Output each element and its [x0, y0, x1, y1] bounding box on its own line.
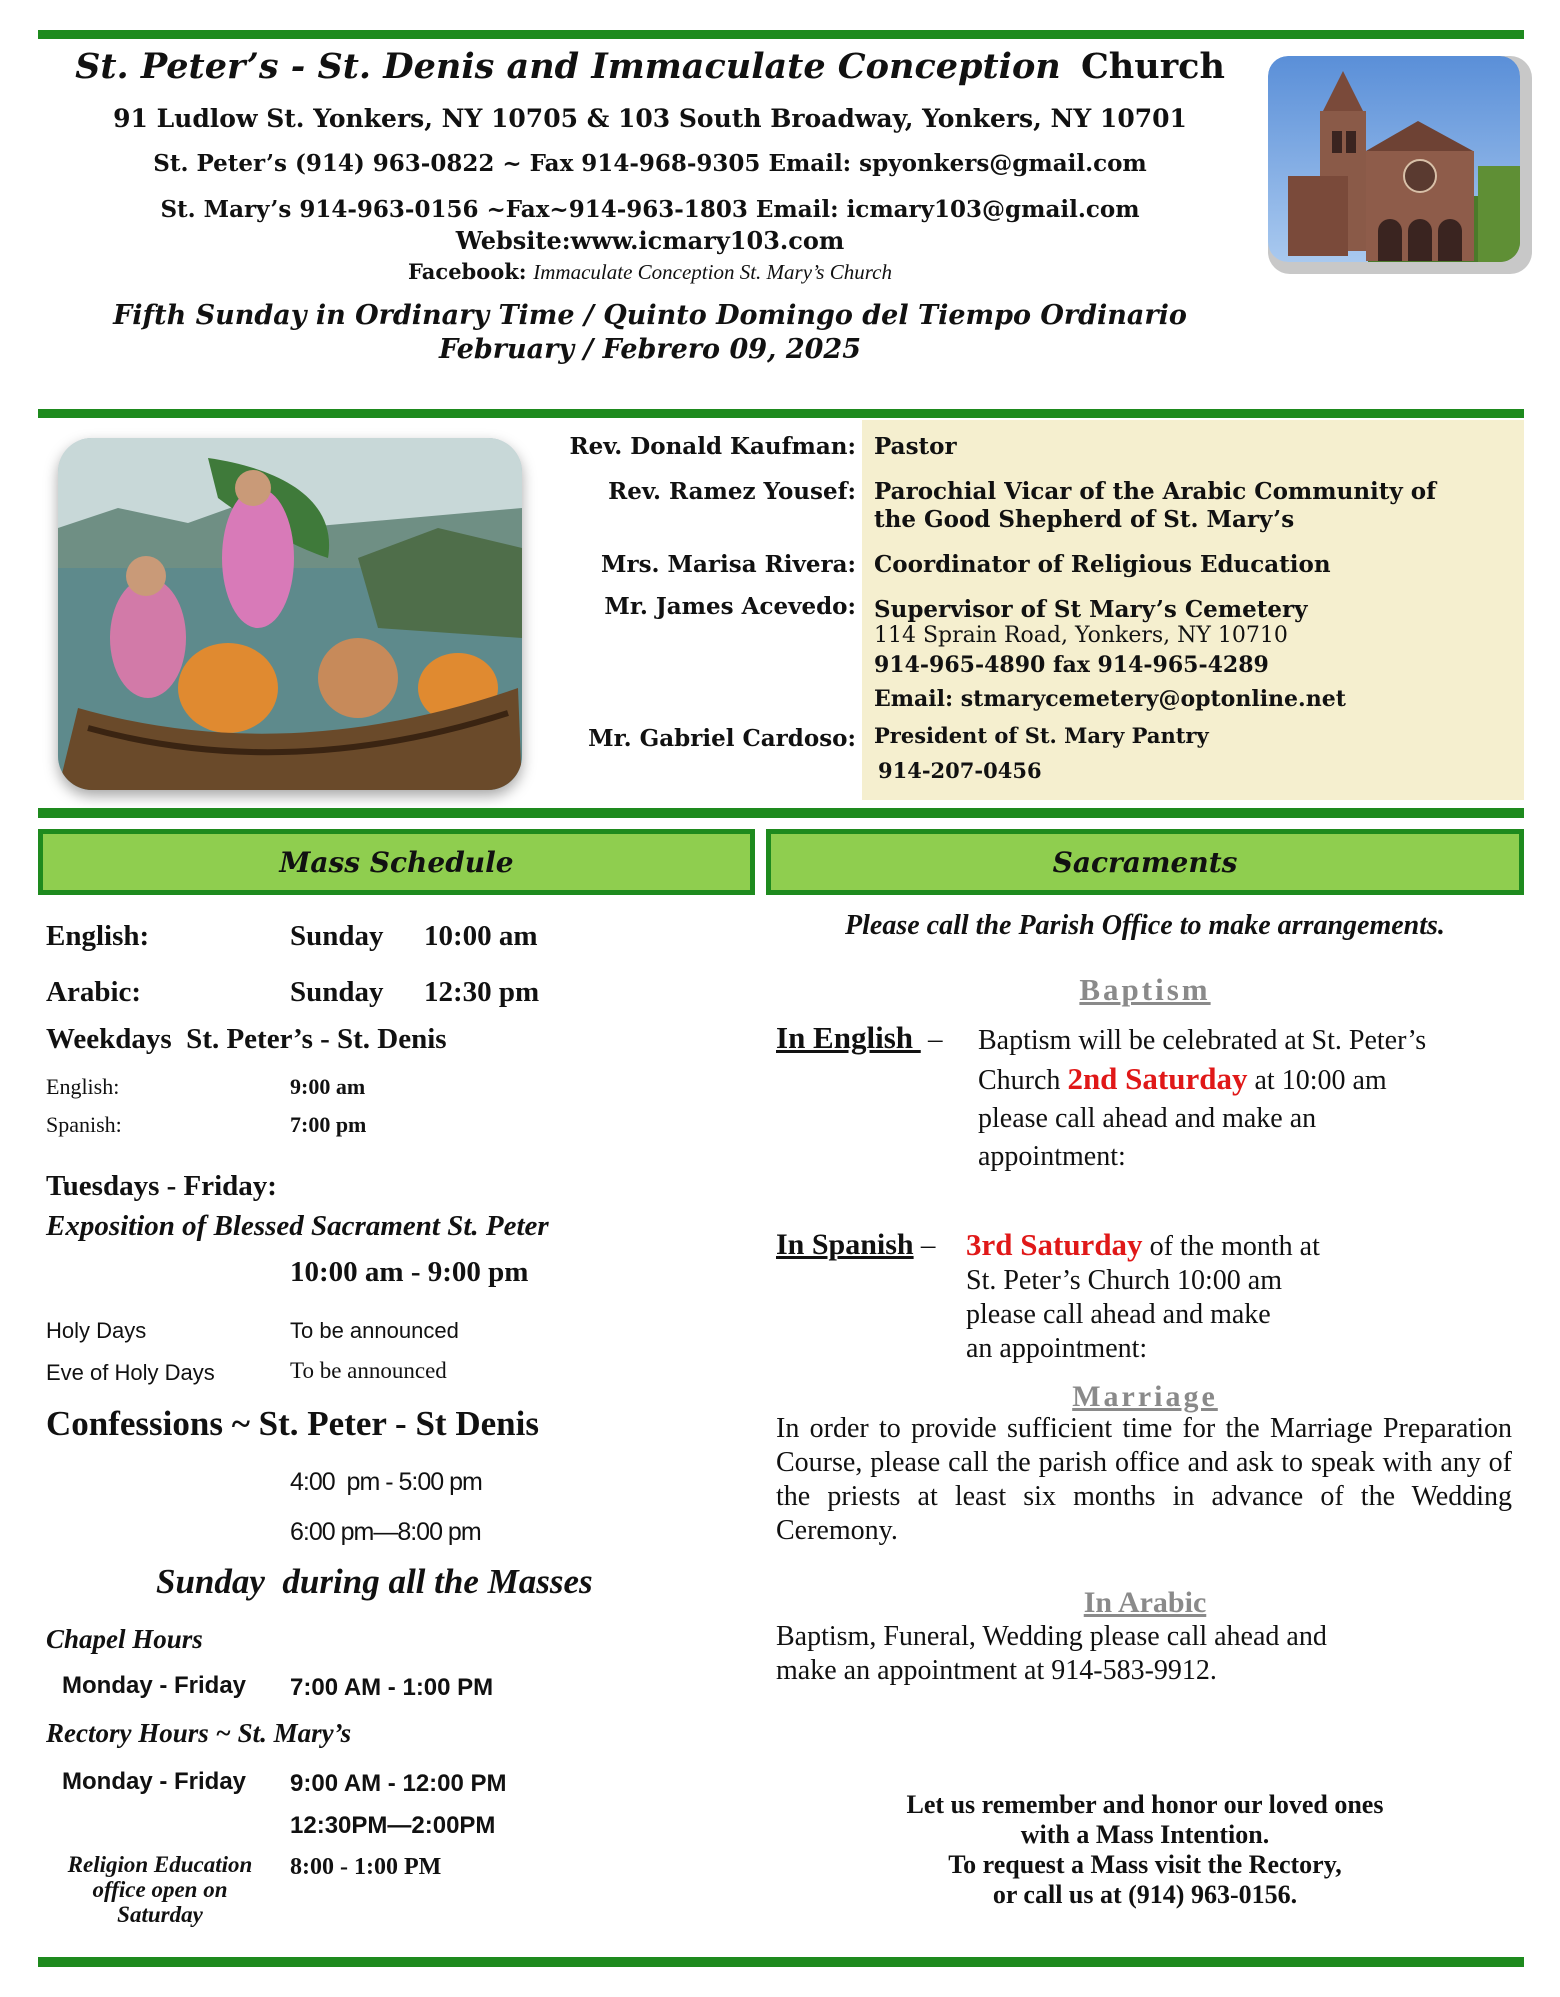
marriage-heading: Marriage — [1072, 1380, 1218, 1413]
bottom-rule — [38, 1957, 1524, 1967]
holy-days-value: To be announced — [290, 1318, 459, 1343]
english-time: 10:00 am — [424, 920, 538, 952]
sacraments-intro: Please call the Parish Office to make arrangements. — [845, 910, 1445, 941]
confessions-heading: Confessions ~ St. Peter - St Denis — [46, 1404, 539, 1443]
section-rule-1 — [38, 409, 1524, 418]
in-english-row — [776, 1020, 943, 1056]
exposition-line: Exposition of Blessed Sacrament St. Peter — [46, 1210, 549, 1242]
baptism-es-line-2: St. Peter’s Church 10:00 am — [966, 1265, 1283, 1296]
baptism-english-text — [978, 1022, 1426, 1176]
exposition-time: 10:00 am - 9:00 pm — [290, 1256, 529, 1288]
staff-cemetery-address: 114 Sprain Road, Yonkers, NY 10710 — [874, 623, 1288, 648]
baptism-spanish-text — [966, 1228, 1320, 1366]
staff-name-coordinator: Mrs. Marisa Rivera: — [601, 551, 856, 578]
sacraments-title: Sacraments — [1052, 845, 1238, 879]
staff-pantry-phone: 914-207-0456 — [878, 758, 1042, 783]
baptism-en-line-1: Baptism will be celebrated at St. Peter’s — [978, 1025, 1427, 1056]
confession-time-2: 6:00 pm—8:00 pm — [290, 1518, 481, 1546]
chapel-time: 7:00 AM - 1:00 PM — [290, 1674, 494, 1701]
mass-intention-line-1: Let us remember and honor our loved ones — [906, 1790, 1384, 1819]
church-photo — [1268, 56, 1532, 274]
sunday-masses-line: Sunday during all the Masses — [156, 1562, 593, 1601]
marriage-text: In order to provide sufficient time for the Marriage Preparation Course, please call the parish office and ask to speak with any of the priests at least six months in advance of the Wedding Ceremony. — [776, 1413, 1512, 1546]
religion-ed-label — [40, 1852, 280, 1927]
arabic-day: Sunday — [290, 976, 384, 1008]
eve-holy-days-value: To be announced — [290, 1358, 447, 1383]
english-label: English: — [46, 920, 150, 952]
church-title-church: Church — [1080, 46, 1225, 87]
mass-intention-note — [766, 1790, 1524, 1910]
staff-name-cemetery: Mr. James Acevedo: — [604, 593, 856, 620]
baptism-es-line-1 — [966, 1228, 1320, 1264]
staff-role-vicar: Parochial Vicar of the Arabic Community of — [874, 478, 1437, 505]
facebook-line — [60, 259, 1240, 285]
baptism-en-saturday: 2nd Saturday — [1067, 1061, 1248, 1096]
confession-time-1: 4:00 pm - 5:00 pm — [290, 1468, 482, 1496]
in-english-label: In English — [776, 1020, 921, 1055]
english-day: Sunday — [290, 920, 384, 952]
staff-role-coordinator: Coordinator of Religious Education — [874, 551, 1331, 578]
eve-holy-days-label: Eve of Holy Days — [46, 1360, 215, 1385]
baptism-es-line-3: please call ahead and make — [966, 1299, 1271, 1330]
gospel-painting — [58, 438, 522, 790]
baptism-en-line-3: please call ahead and make an — [978, 1103, 1317, 1134]
arabic-heading: In Arabic — [1083, 1586, 1207, 1619]
address-line: 91 Ludlow St. Yonkers, NY 10705 & 103 South Broadway, Yonkers, NY 10701 — [113, 104, 1187, 133]
baptism-es-saturday: 3rd Saturday — [966, 1227, 1143, 1262]
arabic-text-line-2: make an appointment at 914-583-9912. — [776, 1655, 1217, 1686]
weekday-english-time: 9:00 am — [290, 1074, 366, 1099]
rectory-days: Monday - Friday — [62, 1768, 247, 1795]
weekday-spanish-label: Spanish: — [46, 1112, 122, 1137]
facebook-label: Facebook: — [408, 259, 527, 284]
mass-schedule-title: Mass Schedule — [279, 845, 514, 879]
mass-schedule-header — [38, 829, 755, 895]
rectory-time-2: 12:30PM—2:00PM — [290, 1812, 496, 1839]
religion-ed-line-2: office open on — [92, 1877, 228, 1902]
mass-intention-line-4: or call us at (914) 963-0156. — [992, 1880, 1298, 1909]
in-spanish-dash: – — [920, 1229, 936, 1261]
mass-intention-line-3: To request a Mass visit the Rectory, — [948, 1850, 1342, 1879]
st-peters-contact: St. Peter’s (914) 963-0822 ~ Fax 914-968-9305 Email: spyonkers@gmail.com — [153, 150, 1147, 177]
arabic-text-line-1: Baptism, Funeral, Wedding please call ahead and — [776, 1621, 1327, 1652]
rectory-hours-heading: Rectory Hours ~ St. Mary’s — [46, 1718, 352, 1748]
staff-role-cemetery: Supervisor of St Mary’s Cemetery — [874, 596, 1308, 623]
baptism-es-line-4: an appointment: — [966, 1333, 1148, 1364]
chapel-days: Monday - Friday — [62, 1672, 247, 1699]
baptism-en-time: at 10:00 am — [1247, 1065, 1387, 1096]
in-spanish-label: In Spanish — [776, 1228, 914, 1261]
in-spanish-row — [776, 1228, 935, 1262]
baptism-en-line-4: appointment: — [978, 1141, 1126, 1172]
sacraments-header — [766, 829, 1524, 895]
mass-intention-line-2: with a Mass Intention. — [1020, 1820, 1270, 1849]
staff-role-pastor: Pastor — [874, 433, 957, 460]
liturgy-title: Fifth Sunday in Ordinary Time / Quinto Domingo del Tiempo Ordinario — [113, 300, 1187, 331]
section-rule-2 — [38, 808, 1524, 818]
top-rule — [38, 30, 1524, 39]
holy-days-label: Holy Days — [46, 1318, 147, 1343]
st-marys-contact: St. Mary’s 914-963-0156 ~Fax~914-963-1803 Email: icmary103@gmail.com — [160, 196, 1140, 223]
staff-role-pantry: President of St. Mary Pantry — [874, 723, 1209, 748]
arabic-time: 12:30 pm — [424, 976, 540, 1008]
baptism-es-month: of the month at — [1142, 1231, 1320, 1262]
weekdays-heading: Weekdays St. Peter’s - St. Denis — [46, 1023, 447, 1055]
chapel-hours-heading: Chapel Hours — [46, 1624, 203, 1654]
church-title-main: St. Peter’s - St. Denis and Immaculate Conception — [75, 46, 1061, 87]
staff-cemetery-phone: 914-965-4890 fax 914-965-4289 — [874, 652, 1269, 678]
religion-ed-line-3: Saturday — [117, 1902, 203, 1927]
arabic-text — [776, 1620, 1327, 1688]
staff-name-pantry: Mr. Gabriel Cardoso: — [588, 725, 856, 752]
facebook-value: Immaculate Conception St. Mary’s Church — [533, 260, 892, 284]
baptism-en-church: Church — [978, 1065, 1068, 1096]
liturgy-date: February / Febrero 09, 2025 — [439, 334, 861, 365]
weekday-spanish-time: 7:00 pm — [290, 1112, 367, 1137]
baptism-en-line-2 — [978, 1060, 1426, 1100]
baptism-heading: Baptism — [1079, 972, 1211, 1007]
church-title — [60, 46, 1240, 87]
arabic-label: Arabic: — [46, 976, 142, 1008]
staff-role-vicar-2: the Good Shepherd of St. Mary’s — [874, 506, 1295, 533]
staff-name-vicar: Rev. Ramez Yousef: — [608, 478, 856, 505]
staff-name-pastor: Rev. Donald Kaufman: — [569, 433, 856, 460]
rectory-time-1: 9:00 AM - 12:00 PM — [290, 1770, 507, 1797]
religion-ed-time: 8:00 - 1:00 PM — [290, 1854, 442, 1880]
website-line: Website:www.icmary103.com — [455, 226, 845, 255]
tuesday-friday-heading: Tuesdays - Friday: — [46, 1170, 277, 1202]
in-english-dash: – — [928, 1023, 943, 1055]
religion-ed-line-1: Religion Education — [67, 1852, 253, 1877]
weekday-english-label: English: — [46, 1074, 120, 1099]
staff-cemetery-email: Email: stmarycemetery@optonline.net — [874, 686, 1346, 712]
